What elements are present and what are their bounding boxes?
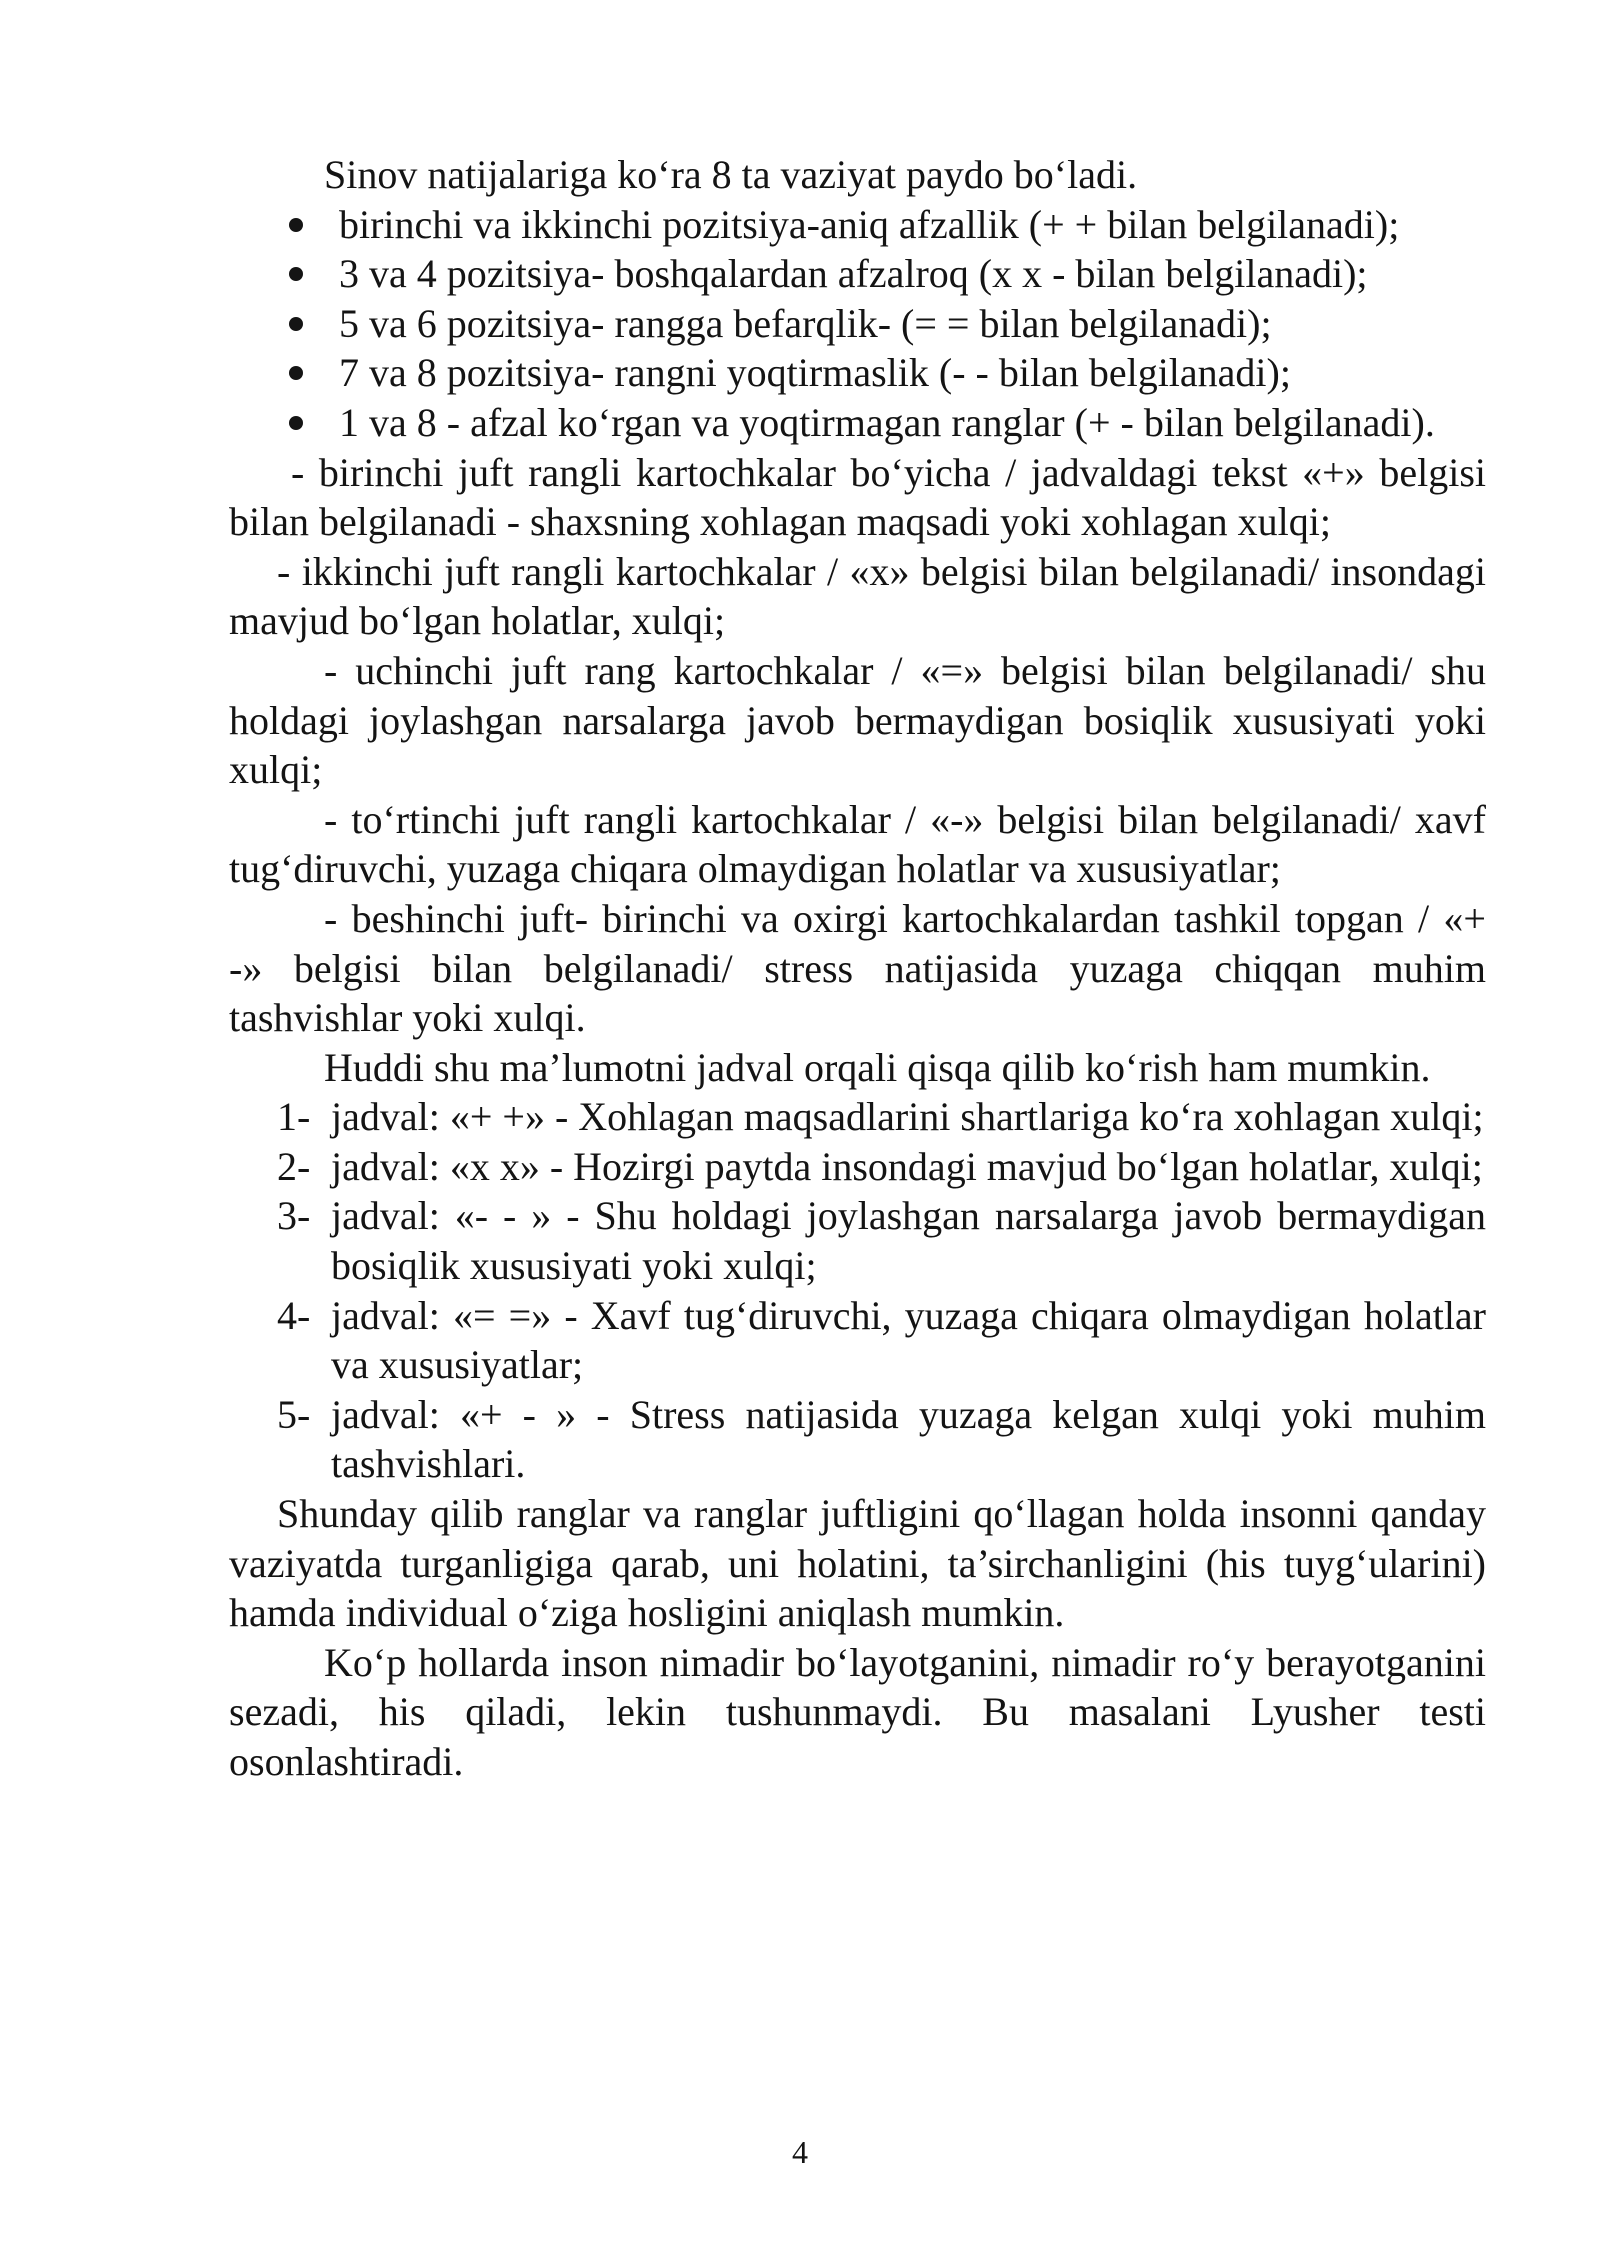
jadval-item: 4- jadval: «= =» - Xavf tug‘diruvchi, yuzaga chiqara olmaydigan holatlar va xususiyatlar;	[277, 1292, 1486, 1388]
jadval-item: 2- jadval: «x x» - Hozirgi paytda insondagi mavjud bo‘lgan holatlar, xulqi;	[277, 1143, 1483, 1189]
pair-paragraph-2: - ikkinchi juft rangli kartochkalar / «x» belgisi bilan belgilanadi/ insondagi mavjud bo‘lgan holatlar, xulqi;	[229, 548, 1486, 644]
position-bullet-list	[229, 200, 1486, 448]
pair-paragraph-5: - beshinchi juft- birinchi va oxirgi kartochkalardan tashkil topgan / «+ -» belgisi bilan belgilanadi/ stress natijasida yuzaga chiqqan muhim tashvishlar yoki xulqi.	[229, 895, 1486, 1041]
jadval-numbered-list	[229, 1092, 1486, 1489]
summary-intro-paragraph: Huddi shu ma’lumotni jadval orqali qisqa qilib ko‘rish ham mumkin.	[324, 1044, 1431, 1090]
bullet-dot-icon	[289, 267, 303, 281]
conclusion-paragraph-2: Ko‘p hollarda inson nimadir bo‘layotganini, nimadir ro‘y berayotganini sezadi, his qiladi, lekin tushunmaydi. Bu masalani Lyusher testi osonlashtiradi.	[229, 1639, 1486, 1784]
bullet-dot-icon	[289, 416, 303, 430]
bullet-dot-icon	[289, 317, 303, 331]
conclusion-paragraph-1: Shunday qilib ranglar va ranglar juftligini qo‘llagan holda insonni qanday vaziyatda turganligiga qarab, uni holatini, ta’sirchanligini (his tuyg‘ularini) hamda individual o‘ziga hosligini aniqlash mumkin.	[229, 1491, 1486, 1636]
jadval-item: 3- jadval: «- - » - Shu holdagi joylashgan narsalarga javob bermaydigan bosiqlik xususiyati yoki xulqi;	[277, 1193, 1486, 1289]
pair-paragraph-3: - uchinchi juft rang kartochkalar / «=» belgisi bilan belgilanadi/ shu holdagi joylashgan narsalarga javob bermaydigan bosiqlik xususiyati yoki xulqi;	[229, 647, 1486, 793]
pair-paragraph-1: - birinchi juft rangli kartochkalar bo‘yicha / jadvaldagi tekst «+» belgisi bilan belgilanadi - shaxsning xohlagan maqsadi yoki xohlagan xulqi;	[229, 449, 1486, 545]
page-number: 4	[792, 2134, 808, 2170]
intro-paragraph: Sinov natijalariga ko‘ra 8 ta vaziyat paydo bo‘ladi.	[324, 152, 1138, 197]
page-body	[229, 150, 1486, 1787]
bullet-item: birinchi va ikkinchi pozitsiya-aniq afzallik (+ + bilan belgilanadi);	[339, 200, 1486, 250]
bullet-item: 7 va 8 pozitsiya- rangni yoqtirmaslik (- - bilan belgilanadi);	[339, 348, 1486, 398]
bullet-dot-icon	[289, 218, 303, 232]
bullet-item: 5 va 6 pozitsiya- rangga befarqlik- (= = bilan belgilanadi);	[339, 299, 1486, 349]
bullet-item: 3 va 4 pozitsiya- boshqalardan afzalroq (x x - bilan belgilanadi);	[339, 249, 1486, 299]
jadval-item: 5- jadval: «+ - » - Stress natijasida yuzaga kelgan xulqi yoki muhim tashvishlari.	[277, 1391, 1486, 1487]
pair-paragraph-4: - to‘rtinchi juft rangli kartochkalar / «-» belgisi bilan belgilanadi/ xavf tug‘diruvchi, yuzaga chiqara olmaydigan holatlar va xususiyatlar;	[229, 796, 1486, 892]
bullet-dot-icon	[289, 366, 303, 380]
bullet-item: 1 va 8 - afzal ko‘rgan va yoqtirmagan ranglar (+ - bilan belgilanadi).	[339, 398, 1486, 448]
jadval-item: 1- jadval: «+ +» - Xohlagan maqsadlarini shartlariga ko‘ra xohlagan xulqi;	[277, 1094, 1484, 1140]
